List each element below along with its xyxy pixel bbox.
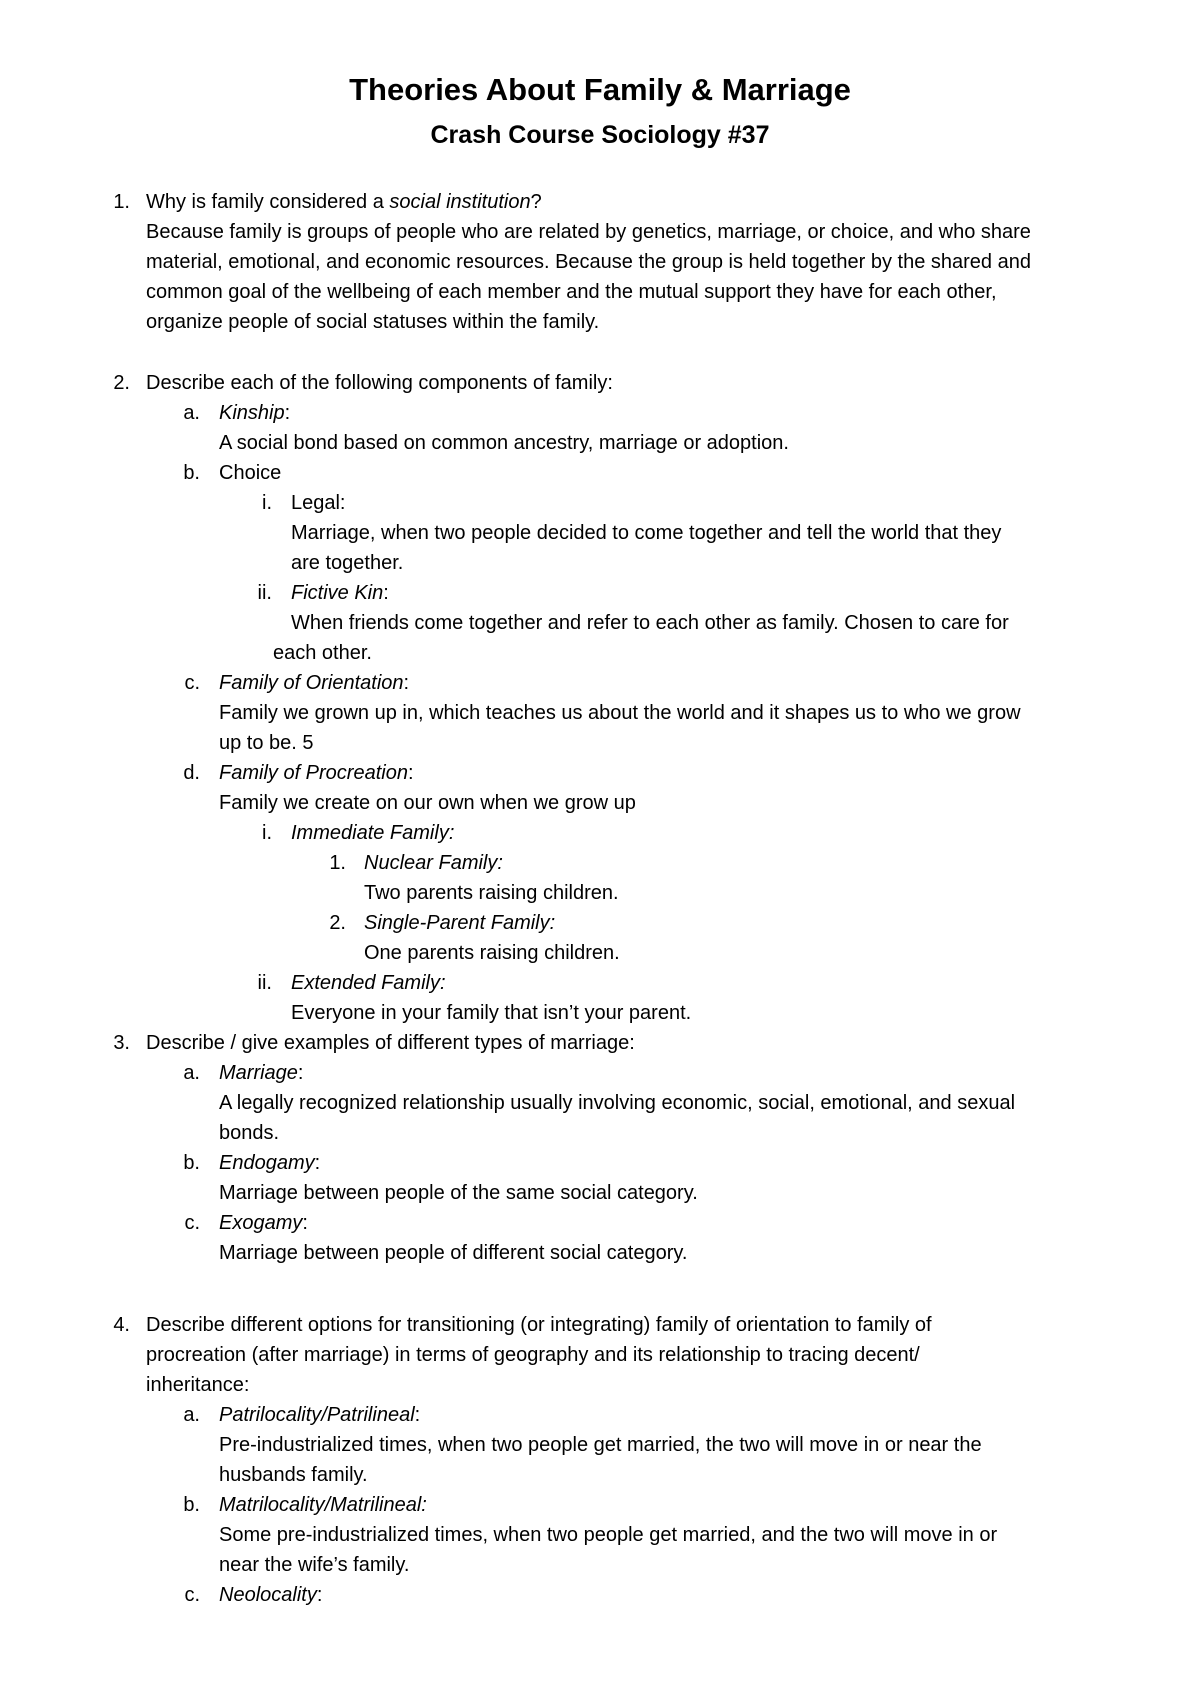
q4a-colon: : bbox=[414, 1404, 421, 1426]
q2a-label: a. bbox=[183, 402, 200, 424]
q3c-label: c. bbox=[184, 1212, 200, 1234]
document-subtitle: Crash Course Sociology #37 bbox=[430, 121, 770, 149]
q1-answer-line: common goal of the wellbeing of each member and the mutual support they have for each other, bbox=[146, 281, 997, 303]
q2a-colon: : bbox=[284, 402, 291, 424]
q2b-label: b. bbox=[183, 462, 200, 484]
q2a-term: Kinship bbox=[219, 402, 285, 424]
q2-prompt: Describe each of the following components of family: bbox=[146, 372, 613, 394]
q3a-label: a. bbox=[183, 1062, 200, 1084]
q4a-label: a. bbox=[183, 1404, 200, 1426]
q2b-ii-term-line bbox=[291, 578, 389, 608]
q4a-answer-line: husbands family. bbox=[219, 1464, 368, 1486]
q3c-term: Exogamy bbox=[219, 1212, 303, 1234]
q4b-label: b. bbox=[183, 1494, 200, 1516]
q2d-term: Family of Procreation bbox=[219, 762, 408, 784]
q2d-i-2-label: 2. bbox=[329, 912, 346, 934]
q2b-i-answer-line: Marriage, when two people decided to come together and tell the world that they bbox=[291, 522, 1002, 544]
q2b-term: Choice bbox=[219, 462, 282, 484]
q2d-label: d. bbox=[183, 762, 200, 784]
q1-number: 1. bbox=[113, 191, 130, 213]
q2a-term-line bbox=[219, 398, 290, 428]
q2c-term-line bbox=[219, 668, 409, 698]
q3b-label: b. bbox=[183, 1152, 200, 1174]
q2d-i-term: Immediate Family: bbox=[291, 822, 455, 844]
q2b-ii-label: ii. bbox=[257, 582, 272, 604]
q2d-i-1-answer: Two parents raising children. bbox=[364, 882, 619, 904]
q4b-answer-line: near the wife’s family. bbox=[219, 1554, 410, 1576]
q2c-label: c. bbox=[184, 672, 200, 694]
q2d-i-2-term: Single-Parent Family: bbox=[364, 912, 556, 934]
q2b-i-answer-line: are together. bbox=[291, 552, 404, 574]
q1-answer-line: Because family is groups of people who are related by genetics, marriage, or choice, and who share bbox=[146, 221, 1031, 243]
q2d-ii-term: Extended Family: bbox=[291, 972, 446, 994]
q2b-ii-answer-line: When friends come together and refer to each other as family. Chosen to care for bbox=[291, 612, 1009, 634]
q4-prompt-line: Describe different options for transitioning (or integrating) family of orientation to family of bbox=[146, 1314, 932, 1336]
q2c-answer-line: Family we grown up in, which teaches us about the world and it shapes us to who we grow bbox=[219, 702, 1021, 724]
q3c-answer: Marriage between people of different social category. bbox=[219, 1242, 688, 1264]
q4a-term-line bbox=[219, 1400, 420, 1430]
q4b-answer-line: Some pre-industrialized times, when two people get married, and the two will move in or bbox=[219, 1524, 998, 1546]
q3a-answer-line: bonds. bbox=[219, 1122, 280, 1144]
q3c-colon: : bbox=[302, 1212, 308, 1234]
q2d-colon: : bbox=[407, 762, 414, 784]
q2c-term: Family of Orientation bbox=[219, 672, 404, 694]
q1-prompt-post: ? bbox=[530, 191, 542, 213]
q3a-colon: : bbox=[297, 1062, 304, 1084]
q2d-ii-answer: Everyone in your family that isn’t your parent. bbox=[291, 1002, 692, 1024]
q3b-colon: : bbox=[314, 1152, 321, 1174]
q3a-answer-line: A legally recognized relationship usually involving economic, social, emotional, and sexual bbox=[219, 1092, 1016, 1114]
q2d-i-2-answer: One parents raising children. bbox=[364, 942, 620, 964]
q4-number: 4. bbox=[113, 1314, 130, 1336]
q3a-term: Marriage bbox=[219, 1062, 298, 1084]
q3-number: 3. bbox=[113, 1032, 130, 1054]
q2d-term-line bbox=[219, 758, 414, 788]
q1-prompt bbox=[146, 187, 542, 217]
q4a-answer-line: Pre-industrialized times, when two people get married, the two will move in or near the bbox=[219, 1434, 982, 1456]
q1-answer-line: organize people of social statuses within the family. bbox=[146, 311, 600, 333]
q2d-i-label: i. bbox=[262, 822, 272, 844]
q4-prompt-line: procreation (after marriage) in terms of geography and its relationship to tracing decent/ bbox=[146, 1344, 920, 1366]
q3-prompt: Describe / give examples of different types of marriage: bbox=[146, 1032, 635, 1054]
q2b-i-label: i. bbox=[262, 492, 272, 514]
q2c-colon: : bbox=[403, 672, 410, 694]
q2-number: 2. bbox=[113, 372, 130, 394]
q4a-term: Patrilocality/Patrilineal bbox=[219, 1404, 415, 1426]
q2b-ii-term: Fictive Kin bbox=[291, 582, 384, 604]
q4b-term: Matrilocality/Matrilineal: bbox=[219, 1494, 427, 1516]
q2b-i-term: Legal: bbox=[291, 492, 346, 514]
q2b-ii-colon: : bbox=[383, 582, 389, 604]
q2c-answer-line: up to be. 5 bbox=[219, 732, 314, 754]
q1-prompt-term: social institution bbox=[389, 191, 531, 213]
document-title: Theories About Family & Marriage bbox=[349, 72, 851, 107]
q4c-colon: : bbox=[316, 1584, 323, 1606]
q2d-ii-label: ii. bbox=[257, 972, 272, 994]
q2d-i-1-term: Nuclear Family: bbox=[364, 852, 503, 874]
q3a-term-line bbox=[219, 1058, 303, 1088]
q2a-answer: A social bond based on common ancestry, marriage or adoption. bbox=[219, 432, 789, 454]
q2d-answer: Family we create on our own when we grow up bbox=[219, 792, 636, 814]
q4c-term: Neolocality bbox=[219, 1584, 317, 1606]
q3c-term-line bbox=[219, 1208, 308, 1238]
q4c-term-line bbox=[219, 1580, 322, 1610]
q3b-term: Endogamy bbox=[219, 1152, 315, 1174]
q4c-label: c. bbox=[184, 1584, 200, 1606]
q4-prompt-line: inheritance: bbox=[146, 1374, 250, 1396]
q2d-i-1-label: 1. bbox=[329, 852, 346, 874]
q3b-term-line bbox=[219, 1148, 320, 1178]
q3b-answer: Marriage between people of the same social category. bbox=[219, 1182, 698, 1204]
q2b-ii-answer-line: each other. bbox=[273, 642, 372, 664]
q1-answer-line: material, emotional, and economic resources. Because the group is held together by the shared and bbox=[146, 251, 1031, 273]
q1-prompt-pre: Why is family considered a bbox=[146, 191, 390, 213]
